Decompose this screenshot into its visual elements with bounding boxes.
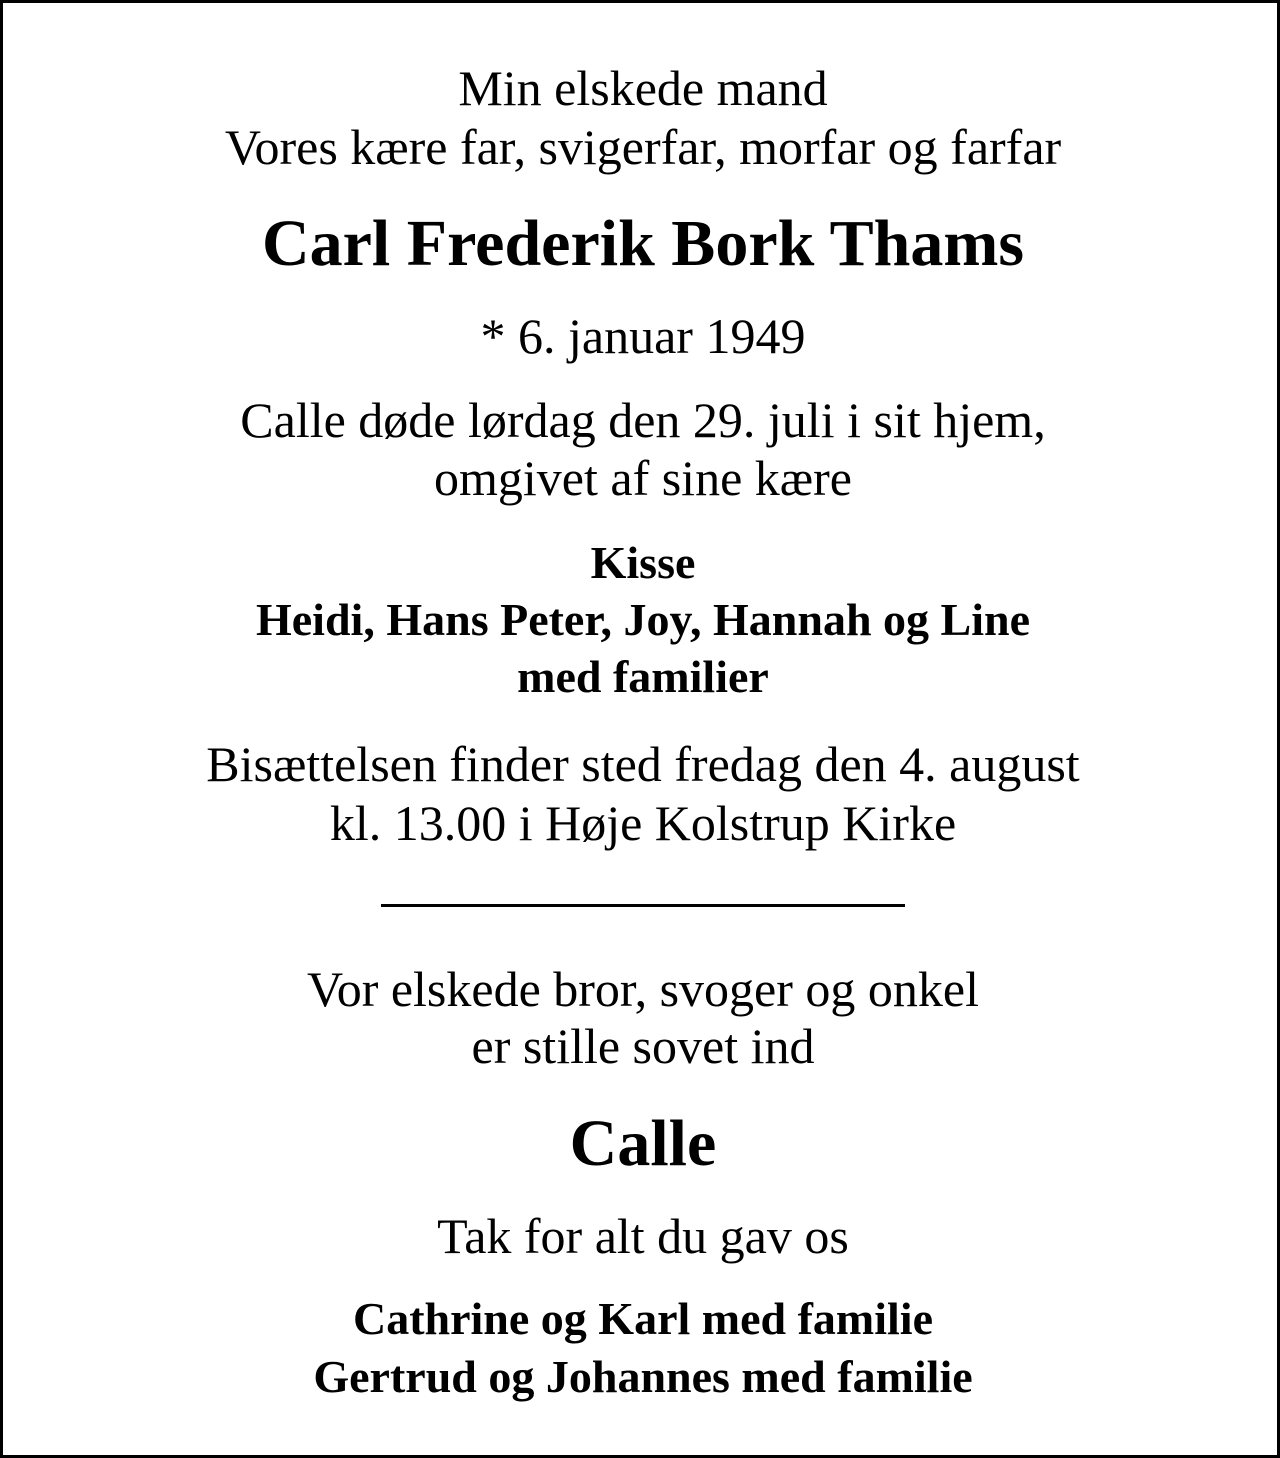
intro-line-2: Vores kære far, svigerfar, morfar og farfar — [224, 119, 1062, 175]
divider-rule — [381, 904, 905, 907]
second-family-line-1: Cathrine og Karl med familie — [352, 1293, 933, 1344]
intro-line-1: Min elskede mand — [458, 60, 828, 116]
family-line-3: med familier — [517, 651, 769, 702]
family-line-1: Kisse — [590, 537, 696, 588]
deceased-name: Carl Frederik Bork Thams — [261, 207, 1025, 280]
service-line-2: kl. 13.00 i Høje Kolstrup Kirke — [329, 795, 957, 851]
thanks-line: Tak for alt du gav os — [437, 1208, 849, 1264]
family-line-2: Heidi, Hans Peter, Joy, Hannah og Line — [255, 594, 1030, 645]
second-intro-line-1: Vor elskede bror, svoger og onkel — [307, 961, 979, 1017]
death-line-1: Calle døde lørdag den 29. juli i sit hjem, — [240, 392, 1046, 448]
second-family-line-2: Gertrud og Johannes med familie — [313, 1351, 973, 1402]
death-line-2: omgivet af sine kære — [434, 450, 852, 506]
service-line-1: Bisættelsen finder sted fredag den 4. august — [206, 736, 1080, 792]
second-intro-line-2: er stille sovet ind — [471, 1018, 815, 1074]
birth-date: * 6. januar 1949 — [480, 308, 806, 364]
nickname: Calle — [569, 1107, 717, 1180]
